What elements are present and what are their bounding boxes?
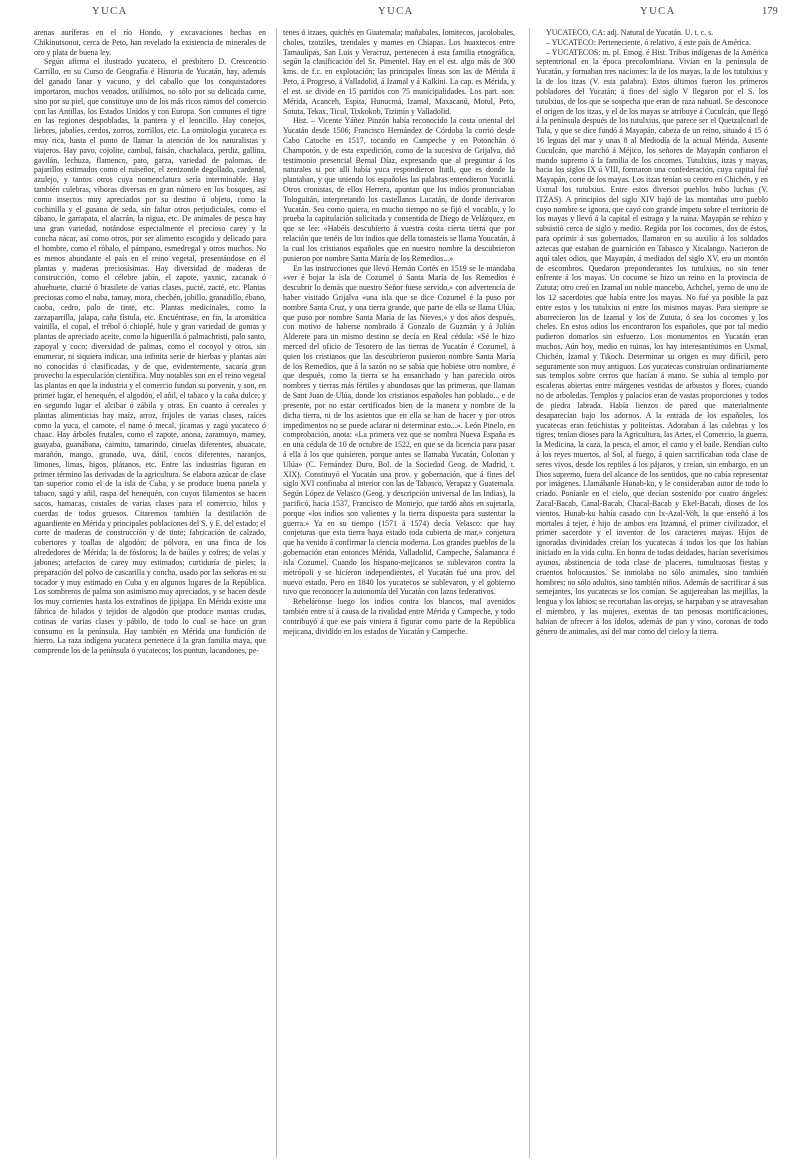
- entry-yucateco-sense: – YUCATECO: Perteneciente, ó relativo, á este país de América.: [546, 37, 751, 47]
- text-column-2: [283, 28, 515, 1164]
- paragraph: Rebeláronse luego los indios contra los blancos, mal avenidos también entre sí á causa de la rivalidad entre Mérida y Campeche, y todo contribuyó á que ese país viniera á figurar como parte de la República mejicana, dividido en los estados de Yucatán y Campeche.: [283, 597, 515, 636]
- paragraph: Hist. – Vicente Yáñez Pinzón había reconocido la costa oriental del Yucatán desde 1506; Francisco Hernández de Córdoba la corrió desde Cabo Catoche en 1517, tocando en Campeche y en Potonchán ó Champotón, y de esta expedición, como de la sucesiva de Grijalva, dió testimonio presencial Bernal Díaz, expresando que al preguntar á los naturales si por allí había yuca respondieron Itatli, que es donde la plantaban, y que uniendo los españoles las palabras entendieron Yucatlá. Otros cronistas, de ellos Herrera, apuntan que los indios pronunciaban Tologuitán, interpretando los castellanos Lucatán, de donde derivaron Yucatán. Sea como quiera, en mucho tiempo no se fijó el vocablo, y lo prueba la capitulación solicitada y consentida de Diego de Velázquez, en que se lee: «Habéis descubierto á vuestra costa cierta tierra que por relación que tenéis de los indios que della tomasteis se llama Youcatán, á la cual los cristianos españoles que en nuestro nombre la descubrieron pusieron por nombre Santa María de los Remedios...»: [283, 116, 515, 263]
- text-column-1: [34, 28, 266, 1164]
- text-column-3: [536, 28, 768, 1164]
- running-header-center: YUCA: [378, 6, 414, 17]
- running-header-right: YUCA: [640, 6, 676, 17]
- entry-yucatecos: – YUCATECOS: m. pl. Etnog. é Hist. Tribus indígenas de la América septentrional en la época precolombiana. Vivían en la península de Yucatán, y formaban tres naciones: la de los mayas, la de los tutulxius y la de los itzas (V. esta palabra). Estos últimos fueron los primeros pobladores del Yucatán; á fines del siglo V llegaron por el S. los tutulxius, de los que se sospecha que eran de raza nahuatl. Se desconoce el origen de los itzas, y el de los mayas se atribuye á Cuculcán, que llegó á la península después de los tutulxius, que parece ser el Quetzalcoatl de Tula, y que se dice fundó á Mayapán, cabeza de un reino, situado á 15 ó 16 leguas del mar y unas 8 al Mediodía de la actual Mérida. Ausente Cuculcán, que marchó á Méjico, los señores de Mayapán confiaron el mando supremo á la familia de los cocomes. Tutulxius, itzas y mayas, hacia los siglos IX ú VIII, formaron una confederación, cuya capital fué Mayapán, corte de los mayas. Los itzas tenían su centro en Chichén, y en Uxmal los tutulxius. Entre estos diversos pueblos hubo luchas (V. ITZAS). A principios del siglo XIV bajó de las montañas otro pueblo cuyo nombre se ignora, que cayó con grande ímpetu sobre el territorio de los mayas y llevó á la capital el estrago y la ruina. Mayapán se rehízo y subsistió cerca de siglo y medio. Regida por los cocomes, dos de éstos, para oprimir á sus gobernados, llamaron en su auxilio á los soldados aztecas que estaban de guarnición en Tabasco y Xicalango. Nacieron de aquí tales odios, que Mayapán, á mediados del siglo XV, era un montón de escombros. Quedaron preponderantes los tutulxius, no sin tener enfrente á los mayas. Un cocome se hizo un reino en la provincia de Zututa; otro creó en Izamal un noble mancebo, Achchel, yerno de uno de los 12 sacerdotes que había entre los mayas. No fué ya posible la paz entre estos y los tutulxius ni entre los mismos mayas. Para siempre se aborrecieron los de Izamal y los de Zututa, ó sea los cocomes y los cheles. En estos odios los encontraron los españoles, que por tal medio pudieron domarlos sin esfuerzo. Los monumentos en Yucatán eran muchos. Aún hoy, medio en ruinas, los hay interesantísimos en Uxmal, Chichén, Izamal y Tikoch. Determinar su origen es muy difícil, pero seguramente son muy antiguos. Los yucatecas construían ordinariamente sus templos sobre cerros que hacían á mano. Se subía al templo por escaleras abiertas entre márgenes vestidas de arbustos y flores, cuando no de arboledas. Templos y palacios eran de vastas proporciones y todos de piedra labrada. Había lienzos de pared que materialmente desaparecían bajo los adornos. A la entrada de los españoles, los yucatecas eran fetichistas y politeístas. Adoraban á las culebras y los tigres; tenían dioses para la Agricultura, las Artes, el Comercio, la guerra, la Medicina, la caza, la pesca, el amor, el canto y el baile. Rendían culto á los reyes muertos, al Sol, al fuego, á quien sacrificaban toda clase de seres vivos, desde los reptiles á los pájaros, y creían, sin embargo, en un Dios supremo, fuera del alcance de los sentidos, que no cabía representar por imágenes. Llamábanle Hunab-ku, y le consideraban autor de todo lo criado. Poníanle en el cielo, que decían sostenido por cuatro ángeles: Zacal-Bacab, Canal-Bacab, Chacal-Bacab y Ekel-Bacab, dioses de los vientos. Hunab-ku había casado con Ix-Azal-Voh, la que enseñó á los mortales á tejer, é hijo de ambos era Itzamná, el primer civilizador, el primer sacerdote y el inventor de los caracteres mayas. Hijos de ignoradas divinidades creían los yucatecas á todos los que los habían iniciado en la vida culta. En honra de todas deidades, hacían severísimos ayunos, abstinencia de toda clase de placeres, tumultuosas fiestas y cruentos holocaustos. Se inmolaba no sólo animales, sino también hombres; no sólo adultos, sino también niños. Además de sacrificar á sus semejantes, los yucatecas se los comían. Se agujereaban las mejillas, la lengua y los labios; se recortaban las orejas, se harpaban y se atravesaban el miembro, y las mujeres, exentas de tan penosas mortificaciones, habían de ofrecer á los ídolos, además de pan y vino, coronas de todo género de animales, así del mar como del cielo y la tierra.: [536, 47, 768, 636]
- paragraph: arenas auríferas en el río Hondo, y excavaciones hechas en Chikinutsonot, cerca de Peto, han revelado la existencia de minerales de oro y plata de buena ley.: [34, 28, 266, 57]
- column-divider: [529, 28, 530, 1158]
- paragraph: Según afirma el ilustrado yucateco, el presbítero D. Crescencio Carrillo, en su Curso de Geografía é Historia de Yucatán, hay, además del ganado lanar y vacuno, y del caballo que los conquistadores importaron, muchos venados, utilísimos, no sólo por su delicada carne, sino por su piel, que constituye uno de los más ricos ramos del comercio con las Antillas, los Estados Unidos y con Europa. Son comunes el tigre en las regiones despobladas, la pantera y el leoncillo. Hay conejos, liebres, jabalíes, cerdos, zorros, zorrillos, etc. La ornitología yucateca es muy rica, hasta el punto de llamar la atención de los naturalistas y viajeros. Hay pavo, cojolite, cambul, faisán, chachalaca, perdiz, gallina, gavilán, lechuza, flamenco, pato, garza, variedad de palomas, de pajarillos estimados como el ruiseñor, el zentzontle degollado, cardenal, azulejo, y tantos otros cuya nomenclatura sería interminable. Hay también culebras, víboras diversas en gran número en los bosques, así como insectos muy apreciados por su destino ú objeto, como la cochinilla y el gusano de seda, sin faltar otros perjudiciales, como el tábano, le garrapata, el alacrán, la nigua, etc. De animales de pesca hay una gran variedad, notándose especialmente el precioso carey y la concha nácar, así como otros, por ser alimento escogido y delicado para el hombre, como el róbalo, el pámpano, esmedregal y otros muchos. No es menos abundante el país en el reino vegetal, presentándose en él plantas y maderas preciosísimas. Hay diversidad de maderas de construcción, como el célebre jabín, el zapote, yaxnic, zacanak ó ahuehuete, chacté ó brasilete de varias clases, pucté, zacté, etc. Plantas preciosas como el naba, tamay, mora, chechén, jobillo, granadillo, ébano, caoba, cedro, palo de tinte, etc. Plantas medicinales, como la zarzaparrilla, jalapa, caña fístula, etc. Encuéntrase, en fin, la aromática vainilla, el copal, el trébol ó chioplé, hule y gran variedad de gomas y plantas de apreciado aceite, como la higuerilla ó palmachristi, palo santo, zapoyal y coco; diversidad de palmas, como el cocoyol y otros, sin enumerar, ni siquiera indicar, una infinita serie de hierbas y plantas aún no conocidas ó clasificadas, y de que, evidentemente, sacaría gran provecho la especulación científica. Muy notables son en el reino vegetal las plantas en que la industria y el comercio fundan su porvenir, y son, en primer lugar, el henequén, el algodón, el añil, el tabaco y la caña dulce; y en segundo lugar el alcibar ó zábila y otras. En cuanto á cereales y plantas alimenticias hay maíz, arroz, frijoles de varias clases, raíces como la yuca, el camote, el name ó mecal, jícamas y zagú yucateco ó chaac. Hay árboles frutales, como el zapote, anona, zaramuyo, mamey, guayaba, guanábana, caimito, tamarindo, ciruelas diferentes, ahuacate, marañón, mango, granado, uva, dátil, cocos diferentes, naranjos, limones, limas, higos, plátanos, etc. Entre las industrias figuran en primer término las derivadas de la agricultura. Se elabora azúcar de clase tan superior como el de la isla de Cuba, y se produce buena panela y tabaco, sagú y añil, raspa del henequén, con cuyos filamentos se hacen sacos, hamacas, costales de varias clases para el comercio, hilos y cuerdas de todos gruesos. Citaremos también la destilación de aguardiente en Mérida y principales poblaciones del S. y E. del estado; el corte de maderas de construcción y de tinte; fabricación de calzado, cobertores y toallas de algodón; de pólvora, en una finca de los alrededores de Mérida; la de fósforos; la de baúles y cofres; de velas y jabones; artefactos de carey muy estimados; curtiduría de pieles; la preparación del polvo de cascarilla y concha, usado por las señoras en su tocador y muy estimado en Cuba y en algunos lugares de la República. Los sombreros de palma son asimismo muy apreciados, y se hacen desde los muy corrientes hasta los extrafinos de jipijapa. En Mérida existe una fábrica de hilados y tejidos de algodón que produce mantas crudas, cotinas de varias clases y pábilo, de todo lo cual se hace un gran consumo en la península. Hay también en Mérida una fundición de hierro. La raza indígena yucateca pertenece á la gran familia maya, que comprende los de la península ó yucatecos; los puntun, lacandones, pe-: [34, 57, 266, 656]
- column-divider: [276, 28, 277, 1158]
- paragraph: tenes ó itzaes, quichés en Guatemala; mañabales, lomitecos, jacolobales, choles, tzotziles, tzendales y mames en Chiapas. Los huaxtecos entre Tamaulipas, San Luis y Veracruz, pertenecen á esta familia etnográfica, según la clasificación del Sr. Pimentel. Hay en el est. algo más de 300 kms. de f.c. en explotación; las principales líneas son las de Mérida á Peto, á Progreso, á Valladolid, á Izamal y á Kalkini. La cap. es Mérida, y el est. se divide en 15 partidos con 75 municipalidades. Los part. son: Mérida, Acanceh, Espita, Hunucmá, Izamal, Maxacanú, Motul, Peto, Sotuta, Tekax, Ticul, Tixkokob, Tizimín y Valladolid.: [283, 28, 515, 116]
- entry-yucateco: YUCATECO, CA: adj. Natural de Yucatán. U. t. c. s.: [546, 28, 714, 37]
- running-header-left: YUCA: [92, 6, 128, 17]
- page-number: 179: [762, 6, 778, 17]
- paragraph: En las instrucciones que llevó Hernán Cortés en 1519 se le mandaba «ver é bojar la isla de Cozumel ó Santa María de los Remedios é descubrir lo demás que nuestro Señor fuese servido,» con advertencia de haber visitado Grijalva «una isla que se dice Cozumel é la puso por nombre Santa Cruz, y una tierra grande, que parte de ella se llama Ulúa, que puso por nombre Santa María de las Nieves,» y dos años después, con motivo de haberse nombrado á Gonzalo de Guzmán y á Julián Alderete para un mismo destino se decía en Real cédula: «Sé le hizo merced del oficio de Tesorero de las tierras de Yucatán é Cozumel, á quien los cristianos que las descubrieron pusieron nombre Santa María de los Remedios, que á la sazón no se sabía que hobiese otro nombre, é que después, como la tierra se ha ensanchado y han parecido otros nombres y tierras más fértiles y abundosas que las primeras, que llaman de Sant Juan de Ulúa, donde los cristianos españoles han poblado... e de presente, por no estar certificados bien de la manera y nombre de la dicha tierra, ni de los asientos que en ella se han de hacer y por otros impedimentos no se puede aclarar ni determinar esto...». León Pinelo, en comprobación, anota: «La primera vez que se nombra Nueva España es en una cédula de 10 de octubre de 1522, en que se da licencia para pasar á ella á los que quisieren, porque antes se llamaba Yucatán, Colonan y Ulúa» (C. Fernández Duro, Bol. de la Sociedad Geog. de Madrid, t. XIX). Constituyó el Yucatán una prov. y gobernación, que á fines del siglo XVI confinaba al interior con las de Tabasco, Verapaz y Guatemala. Según López de Velasco (Geog. y descripción universal de las Indias), la pacificó, hacia 1537, Francisco de Montejo, que tardó años en sujetarla, porque «los indios son valientes y la tierra dispuesta para sustentar la guerra.» Ya en su tiempo (1571 á 1574) decía Velasco: que hay conjeturas que esta tierra haya estado toda cubierta de mar,» conjetura que ha venido á confirmar la ciencia moderna. Los grandes pueblos de la gobernación eran entonces Mérida, Valladolid, Campeche, Salamanca é isla Cozumel. Cuando los hispano-mejicanos se sublevaron contra la metrópoli y se hicieron independientes, el Yucatán fué una prov. del nuevo estado. Pero en 1840 los yucatecos se sublevaron, y el gobierno tuvo que reconocer la autonomía del Yucatán con lazos federativos.: [283, 263, 515, 597]
